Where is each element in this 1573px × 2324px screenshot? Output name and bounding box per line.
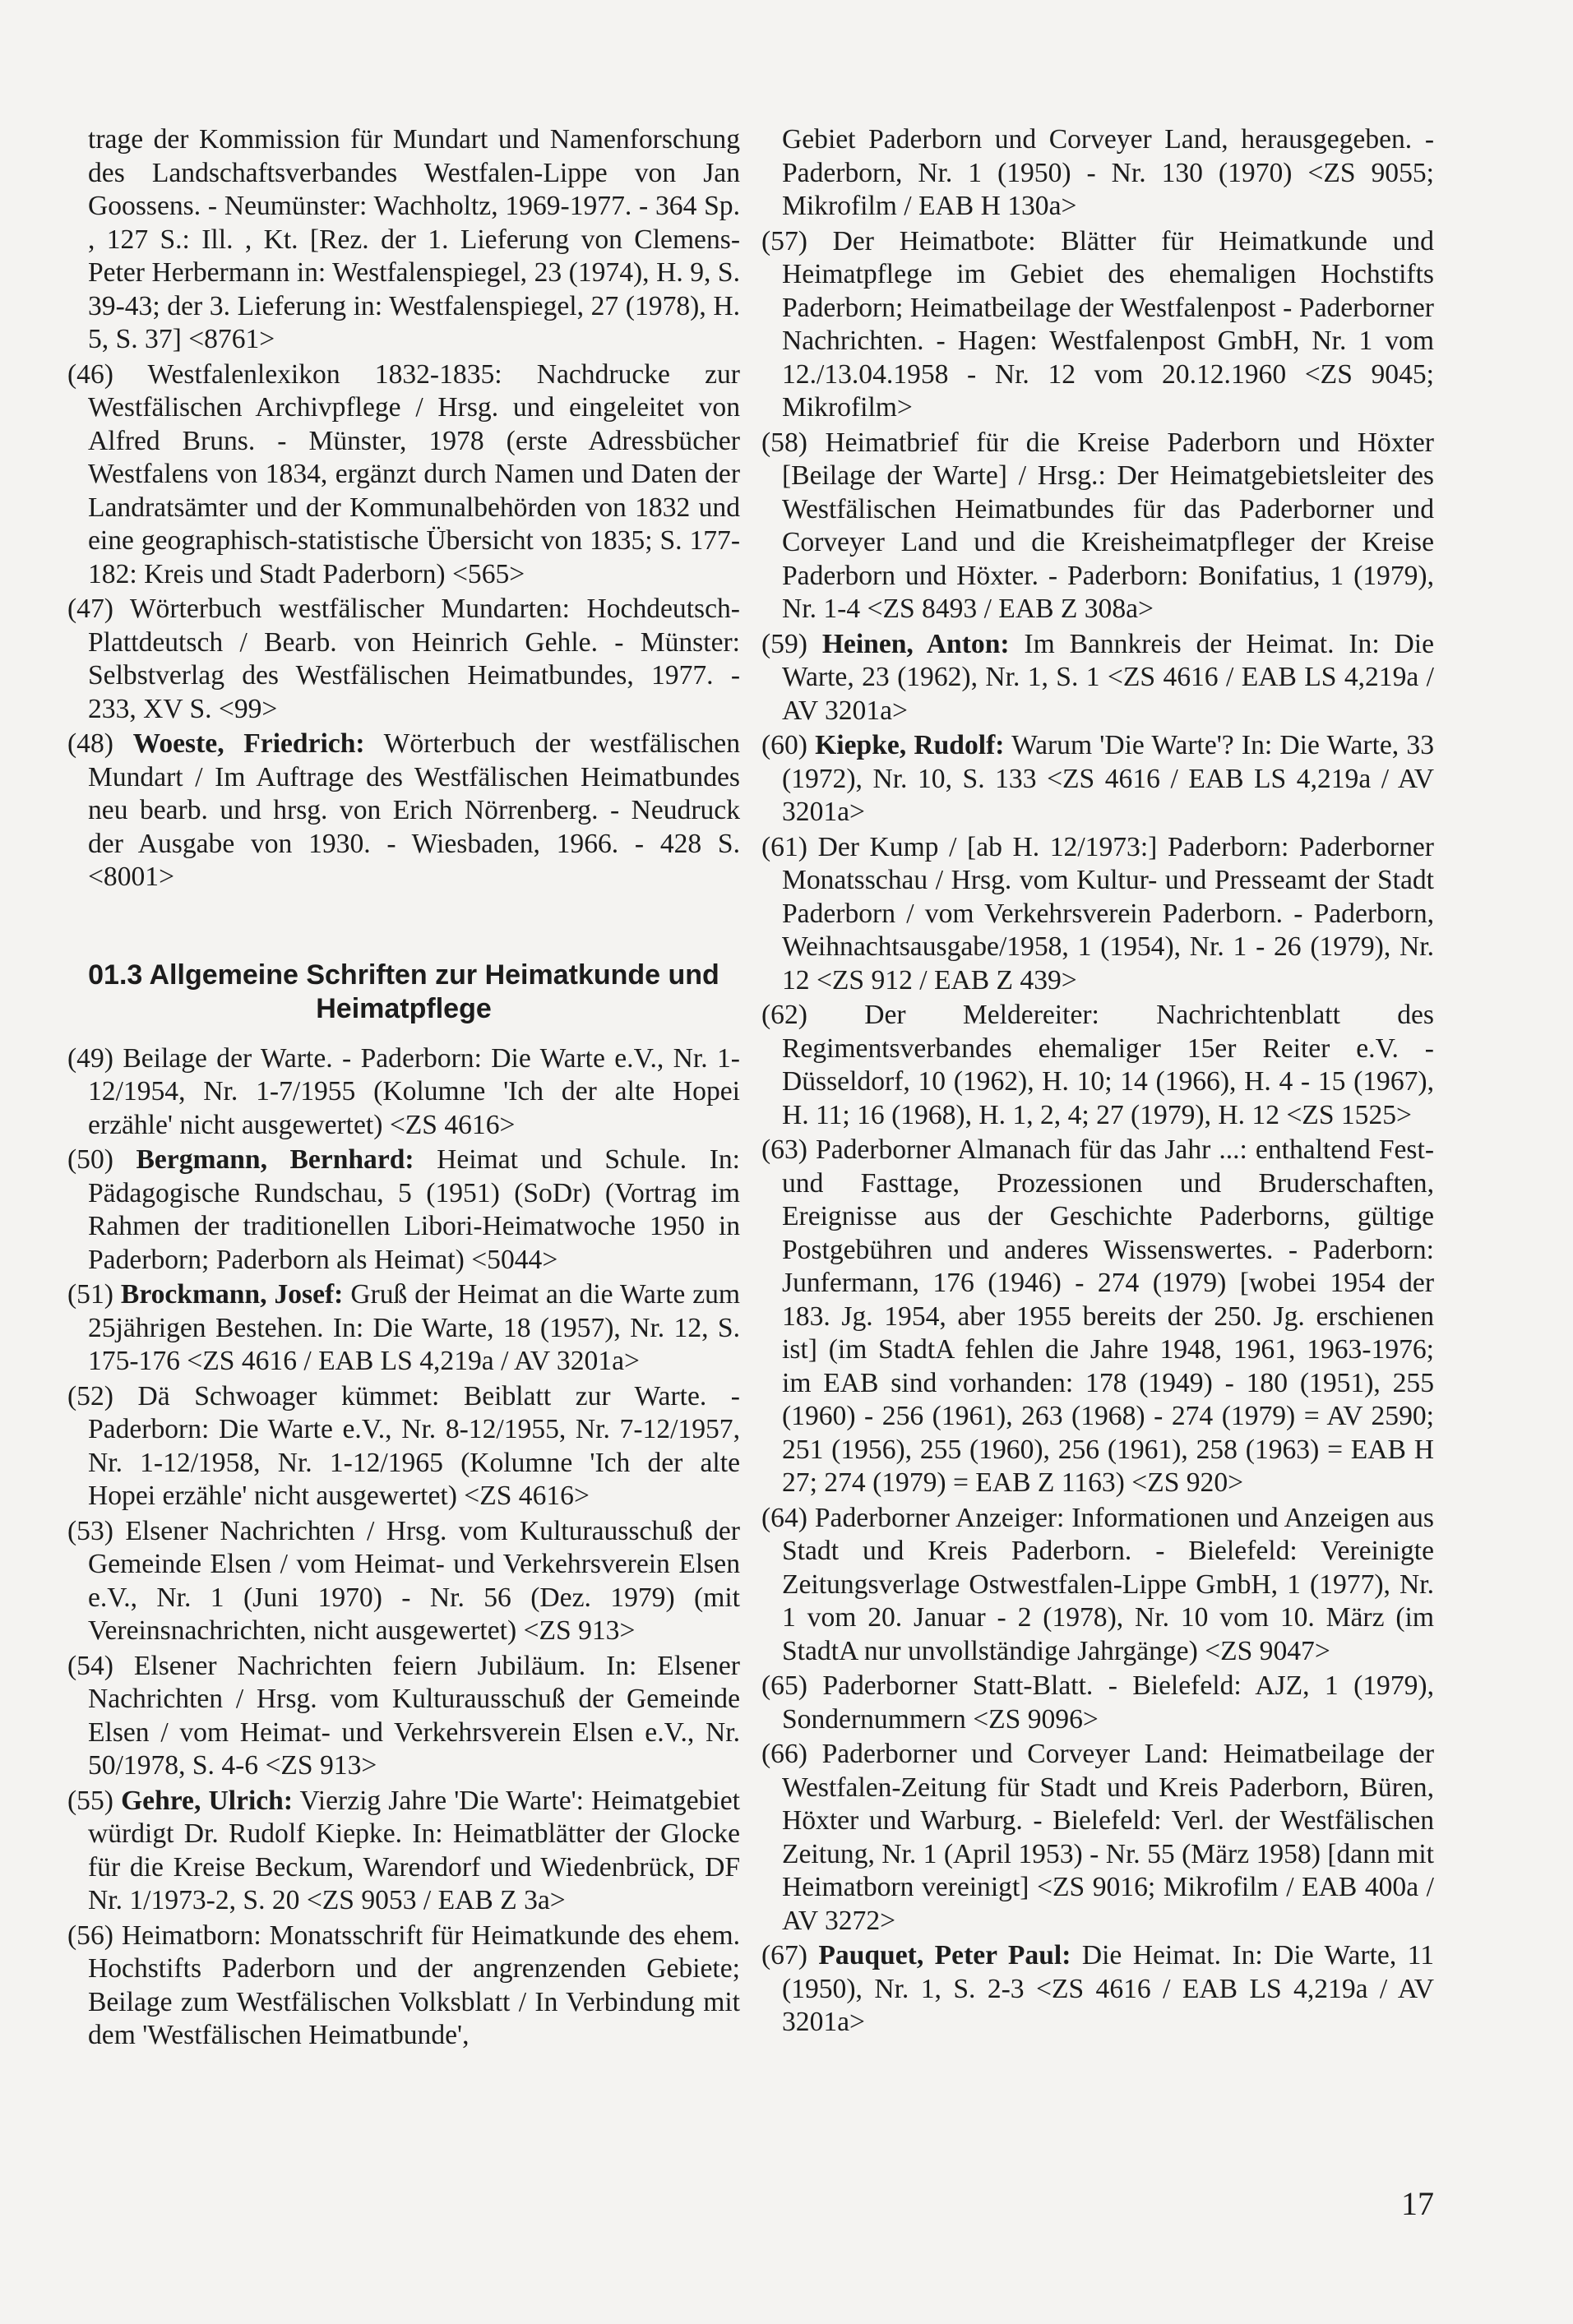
- right-column: [761, 123, 1434, 2041]
- bibliography-entry: (50) Bergmann, Bernhard: Heimat und Schule. In: Pädagogische Rundschau, 5 (1951) (SoDr) (Vortrag im Rahmen der traditionellen Libori-Heimatwoche 1950 in Paderborn; Paderborn als Heimat) <5044>: [67, 1144, 740, 1275]
- bibliography-entry: Gebiet Paderborn und Corveyer Land, herausgegeben. - Paderborn, Nr. 1 (1950) - Nr. 130 (1970) <ZS 9055; Mikrofilm / EAB H 130a>: [782, 124, 1434, 221]
- entry-author: Pauquet, Peter Paul:: [818, 1940, 1071, 1971]
- entry-author: Woeste, Friedrich:: [132, 728, 365, 759]
- bibliography-entry: (49) Beilage der Warte. - Paderborn: Die Warte e.V., Nr. 1-12/1954, Nr. 1-7/1955 (Kolumne 'Ich der alte Hopei erzähle' nicht ausgewertet) <ZS 4616>: [67, 1042, 740, 1140]
- bibliography-entry: (63) Paderborner Almanach für das Jahr ...: enthaltend Fest- und Fasttage, Prozessionen und Bruderschaften, Ereignisse aus der Geschichte Paderborns, gültige Postgebühren und anderes Wissenswertes. - Paderborn: Junfermann, 176 (1946) - 274 (1979) [wobei 1954 der 183. Jg. 1954, aber 1955 bereits der 250. Jg. erschienen ist] (im StadtA fehlen die Jahre 1948, 1961, 1963-1976; im EAB sind vorhanden: 178 (1949) - 180 (1951), 255 (1960) - 256 (1961), 263 (1968) - 274 (1979) = AV 2590; 251 (1956), 255 (1960), 256 (1961), 258 (1963) = EAB H 27; 274 (1979) = EAB Z 1163) <ZS 920>: [761, 1134, 1434, 1498]
- bibliography-entry: (55) Gehre, Ulrich: Vierzig Jahre 'Die Warte': Heimatgebiet würdigt Dr. Rudolf Kiepke. In: Heimatblätter der Glocke für die Kreise Beckum, Warendorf und Wiedenbrück, DF Nr. 1/1973-2, S. 20 <ZS 9053 / EAB Z 3a>: [67, 1785, 740, 1915]
- bibliography-entry: (62) Der Meldereiter: Nachrichtenblatt des Regimentsverbandes ehemaliger 15er Reiter e.V. - Düsseldorf, 10 (1962), H. 10; 14 (1966), H. 4 - 15 (1967), H. 11; 16 (1968), H. 1, 2, 4; 27 (1979), H. 12 <ZS 1525>: [761, 1000, 1434, 1130]
- bibliography-entry: (52) Dä Schwoager kümmet: Beiblatt zur Warte. - Paderborn: Die Warte e.V., Nr. 8-12/1955, Nr. 7-12/1957, Nr. 1-12/1958, Nr. 1-12/1965 (Kolumne 'Ich der alte Hopei erzähle' nicht ausgewertet) <ZS 4616>: [67, 1380, 740, 1511]
- bibliography-entry: (56) Heimatborn: Monatsschrift für Heimatkunde des ehem. Hochstifts Paderborn und der angrenzenden Gebiete; Beilage zum Westfälischen Volksblatt / In Verbindung mit dem 'Westfälischen Heimatbunde',: [67, 1920, 740, 2050]
- left-column: [67, 123, 740, 2054]
- page-number: 17: [1401, 2185, 1434, 2222]
- entry-author: Heinen, Anton:: [821, 628, 1010, 659]
- entry-author: Bergmann, Bernhard:: [136, 1144, 414, 1175]
- entry-author: Kiepke, Rudolf:: [815, 730, 1005, 760]
- bibliography-entry: (65) Paderborner Statt-Blatt. - Bielefeld: AJZ, 1 (1979), Sondernummern <ZS 9096>: [761, 1670, 1434, 1735]
- entry-author: Gehre, Ulrich:: [121, 1785, 294, 1816]
- bibliography-entry: (58) Heimatbrief für die Kreise Paderborn und Höxter [Beilage der Warte] / Hrsg.: Der Heimatgebietsleiter des Westfälischen Heimatbundes für das Paderborner und Corveyer Land und die Kreisheimatpfleger der Kreise Paderborn und Höxter. - Paderborn: Bonifatius, 1 (1979), Nr. 1-4 <ZS 8493 / EAB Z 308a>: [761, 427, 1434, 624]
- bibliography-entry: (57) Der Heimatbote: Blätter für Heimatkunde und Heimatpflege im Gebiet des ehemaligen Hochstifts Paderborn; Heimatbeilage der Westfalenpost - Paderborner Nachrichten. - Hagen: Westfalenpost GmbH, Nr. 1 vom 12./13.04.1958 - Nr. 12 vom 20.12.1960 <ZS 9045; Mikrofilm>: [761, 225, 1434, 423]
- bibliography-entry: (61) Der Kump / [ab H. 12/1973:] Paderborn: Paderborner Monatsschau / Hrsg. vom Kultur- und Presseamt der Stadt Paderborn / vom Verkehrsverein Paderborn. - Paderborn, Weihnachtsausgabe/1958, 1 (1954), Nr. 1 - 26 (1979), Nr. 12 <ZS 912 / EAB Z 439>: [761, 831, 1434, 996]
- left-entries-after: [67, 1042, 740, 2053]
- left-entries-before: [67, 123, 740, 894]
- bibliography-entry: (48) Woeste, Friedrich: Wörterbuch der westfälischen Mundart / Im Auftrage des Westfälischen Heimatbundes neu bearb. und hrsg. von Erich Nörrenberg. - Neudruck der Ausgabe von 1930. - Wiesbaden, 1966. - 428 S. <8001>: [67, 728, 740, 892]
- bibliography-entry: (46) Westfalenlexikon 1832-1835: Nachdrucke zur Westfälischen Archivpflege / Hrsg. und eingeleitet von Alfred Bruns. - Münster, 1978 (erste Adressbücher Westfalens von 1834, ergänzt durch Namen und Daten der Landratsämter und der Kommunalbehörden von 1832 und eine geographisch-statistische Übersicht von 1835; S. 177-182: Kreis und Stadt Paderborn) <565>: [67, 358, 740, 589]
- bibliography-entry: trage der Kommission für Mundart und Namenforschung des Landschaftsverbandes Westfalen-Lippe von Jan Goossens. - Neumünster: Wachholtz, 1969-1977. - 364 Sp. , 127 S.: Ill. , Kt. [Rez. der 1. Lieferung von Clemens-Peter Herbermann in: Westfalenspiegel, 23 (1974), H. 9, S. 39-43; der 3. Lieferung in: Westfalenspiegel, 27 (1978), H. 5, S. 37] <8761>: [88, 124, 740, 354]
- bibliography-entry: (47) Wörterbuch westfälischer Mundarten: Hochdeutsch-Plattdeutsch / Bearb. von Heinrich Gehle. - Münster: Selbstverlag des Westfälischen Heimatbundes, 1977. - 233, XV S. <99>: [67, 594, 740, 724]
- bibliography-entry: (54) Elsener Nachrichten feiern Jubiläum. In: Elsener Nachrichten / Hrsg. vom Kulturausschuß der Gemeinde Elsen / vom Heimat- und Verkehrsverein Elsen e.V., Nr. 50/1978, S. 4-6 <ZS 913>: [67, 1650, 740, 1781]
- bibliography-entry: (66) Paderborner und Corveyer Land: Heimatbeilage der Westfalen-Zeitung für Stadt und Kreis Paderborn, Büren, Höxter und Warburg. - Bielefeld: Verl. der Westfälischen Zeitung, Nr. 1 (April 1953) - Nr. 55 (März 1958) [dann mit Heimatborn vereinigt] <ZS 9016; Mikrofilm / EAB 400a / AV 3272>: [761, 1739, 1434, 1936]
- section-heading: 01.3 Allgemeine Schriften zur Heimatkunde und Heimatpflege: [88, 959, 719, 1024]
- entry-author: Brockmann, Josef:: [120, 1279, 344, 1310]
- bibliography-entry: (60) Kiepke, Rudolf: Warum 'Die Warte'? In: Die Warte, 33 (1972), Nr. 10, S. 133 <ZS 4616 / EAB LS 4,219a / AV 3201a>: [761, 730, 1434, 827]
- bibliography-entry: (53) Elsener Nachrichten / Hrsg. vom Kulturausschuß der Gemeinde Elsen / vom Heimat- und Verkehrsverein Elsen e.V., Nr. 1 (Juni 1970) - Nr. 56 (Dez. 1979) (mit Vereinsnachrichten, nicht ausgewertet) <ZS 913>: [67, 1515, 740, 1646]
- bibliography-entry: (59) Heinen, Anton: Im Bannkreis der Heimat. In: Die Warte, 23 (1962), Nr. 1, S. 1 <ZS 4616 / EAB LS 4,219a / AV 3201a>: [761, 628, 1434, 726]
- bibliography-entry: (51) Brockmann, Josef: Gruß der Heimat an die Warte zum 25jährigen Bestehen. In: Die Warte, 18 (1957), Nr. 12, S. 175-176 <ZS 4616 / EAB LS 4,219a / AV 3201a>: [67, 1279, 741, 1376]
- bibliography-entry: (67) Pauquet, Peter Paul: Die Heimat. In: Die Warte, 11 (1950), Nr. 1, S. 2-3 <ZS 4616 / EAB LS 4,219a / AV 3201a>: [761, 1940, 1434, 2037]
- bibliography-entry: (64) Paderborner Anzeiger: Informationen und Anzeigen aus Stadt und Kreis Paderborn. - Bielefeld: Vereinigte Zeitungsverlage Ostwestfalen-Lippe GmbH, 1 (1977), Nr. 1 vom 20. Januar - 2 (1978), Nr. 10 vom 10. März (im StadtA nur unvollständige Jahrgänge) <ZS 9047>: [761, 1502, 1434, 1666]
